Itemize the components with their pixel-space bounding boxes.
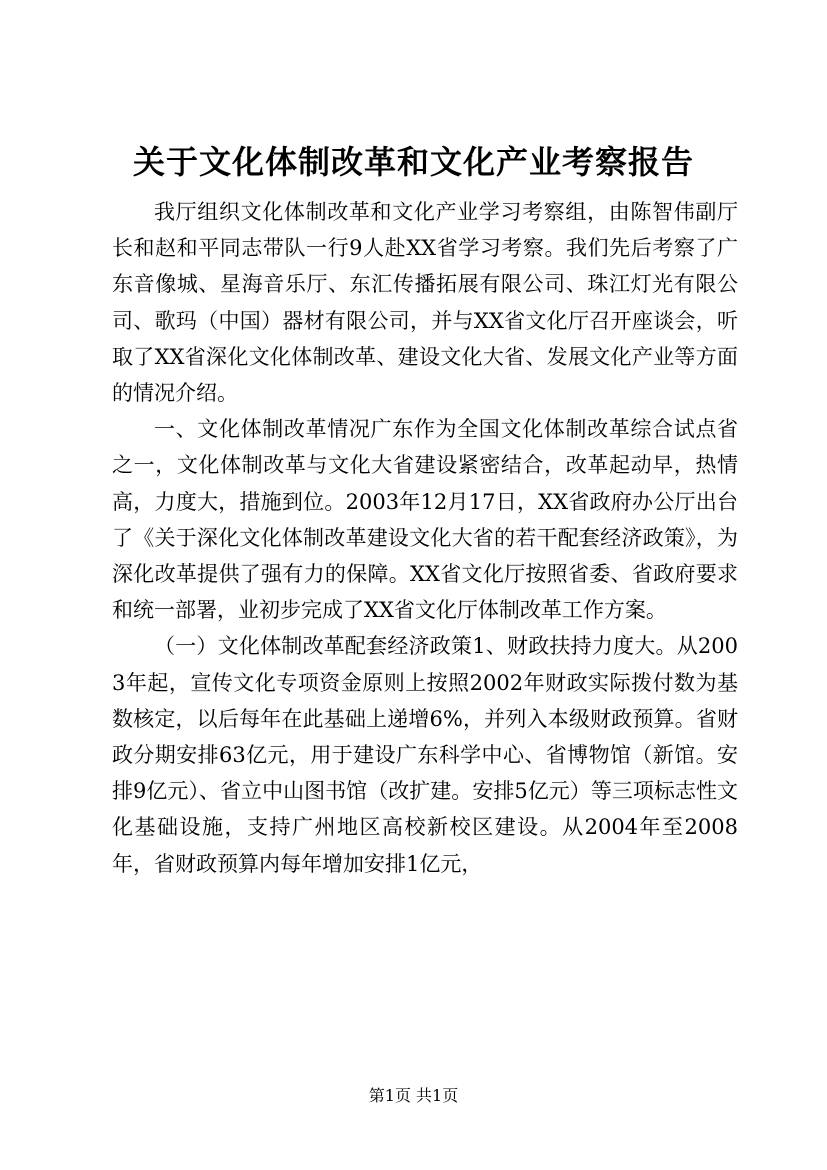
paragraph-subsection-one: （一）文化体制改革配套经济政策1、财政扶持力度大。从2003年起，宣传文化专项资金原则上按照2002年财政实际拨付数为基数核定，以后每年在此基础上递增6%，并列入本级财政预算。省财政分期安排63亿元，用于建设广东科学中心、省博物馆（新馆。安排9亿元）、省立中山图书馆（改扩建。安排5亿元）等三项标志性文化基础设施，支持广州地区高校新校区建设。从2004年至2008年，省财政预算内每年增加安排1亿元，	[112, 634, 738, 876]
document-title: 关于文化体制改革和文化产业考察报告	[132, 143, 694, 181]
paragraph-section-one: 一、文化体制改革情况广东作为全国文化体制改革综合试点省之一，文化体制改革与文化大省建设紧密结合，改革起动早，热情高，力度大，措施到位。2003年12月17日，XX省政府办公厅出台了《关于深化文化体制改革建设文化大省的若干配套经济政策》，为深化改革提供了强有力的保障。XX省文化厅按照省委、省政府要求和统一部署，业初步完成了XX省文化厅体制改革工作方案。	[112, 417, 738, 623]
page-footer: 第1页 共1页	[368, 1086, 459, 1105]
document-body	[112, 194, 738, 882]
paragraph-intro: 我厅组织文化体制改革和文化产业学习考察组，由陈智伟副厅长和赵和平同志带队一行9人赴XX省学习考察。我们先后考察了广东音像城、星海音乐厅、东汇传播拓展有限公司、珠江灯光有限公司、歌玛（中国）器材有限公司，并与XX省文化厅召开座谈会，听取了XX省深化文化体制改革、建设文化大省、发展文化产业等方面的情况介绍。	[112, 200, 738, 406]
